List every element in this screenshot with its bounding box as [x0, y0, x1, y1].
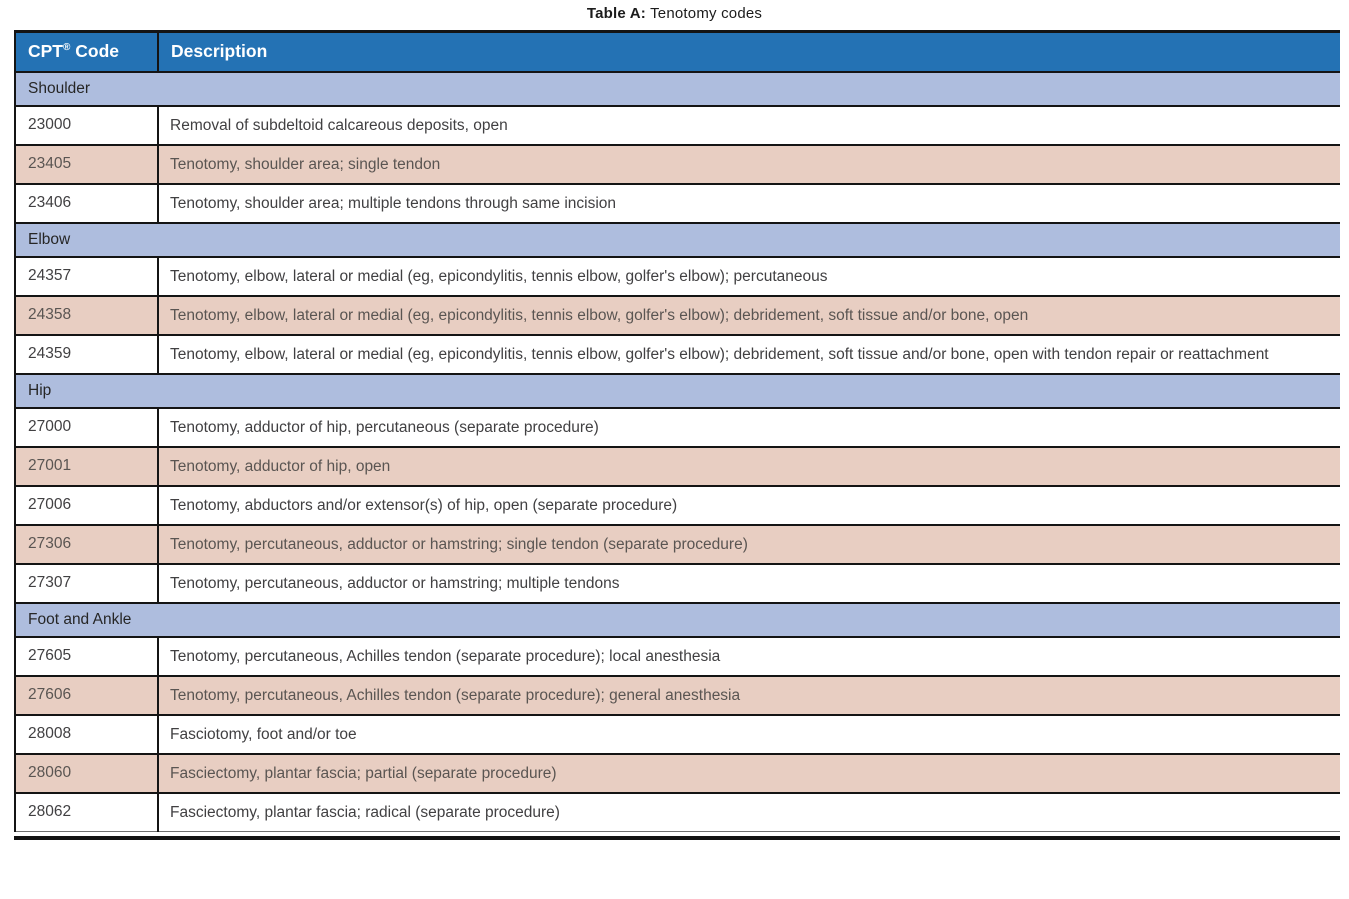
cpt-code-cell: 27307 — [15, 564, 158, 603]
description-cell: Tenotomy, adductor of hip, open — [158, 447, 1340, 486]
table-row — [15, 257, 1340, 296]
cpt-code-cell: 24359 — [15, 335, 158, 374]
table-row — [15, 676, 1340, 715]
table-row — [15, 715, 1340, 754]
cpt-code-cell: 27001 — [15, 447, 158, 486]
section-header-row — [15, 72, 1340, 106]
table-header — [15, 32, 1340, 72]
column-header-description: Description — [158, 32, 1340, 72]
cpt-code-cell: 27606 — [15, 676, 158, 715]
description-cell: Tenotomy, shoulder area; multiple tendons through same incision — [158, 184, 1340, 223]
table-caption-text: Tenotomy codes — [645, 5, 763, 22]
table-row — [15, 525, 1340, 564]
table-row — [15, 564, 1340, 603]
table-caption — [0, 0, 1349, 22]
table-row — [15, 637, 1340, 676]
column-header-cpt-code — [15, 32, 158, 72]
cpt-code-cell: 24358 — [15, 296, 158, 335]
description-cell: Fasciectomy, plantar fascia; radical (separate procedure) — [158, 793, 1340, 832]
section-header-label: Foot and Ankle — [15, 603, 1340, 637]
description-cell: Tenotomy, adductor of hip, percutaneous (separate procedure) — [158, 408, 1340, 447]
description-cell: Removal of subdeltoid calcareous deposits, open — [158, 106, 1340, 145]
cpt-code-cell: 27605 — [15, 637, 158, 676]
table-row — [15, 754, 1340, 793]
description-cell: Tenotomy, abductors and/or extensor(s) of hip, open (separate procedure) — [158, 486, 1340, 525]
section-header-row — [15, 223, 1340, 257]
cpt-code-cell: 28008 — [15, 715, 158, 754]
cpt-code-cell: 28060 — [15, 754, 158, 793]
section-header-label: Elbow — [15, 223, 1340, 257]
table-row — [15, 408, 1340, 447]
description-cell: Tenotomy, elbow, lateral or medial (eg, epicondylitis, tennis elbow, golfer's elbow); debridement, soft tissue and/or bone, open with tendon repair or reattachment — [158, 335, 1340, 374]
section-header-row — [15, 374, 1340, 408]
table-bottom-rule — [14, 836, 1340, 840]
table-row — [15, 335, 1340, 374]
description-cell: Tenotomy, percutaneous, Achilles tendon (separate procedure); local anesthesia — [158, 637, 1340, 676]
description-cell: Tenotomy, percutaneous, adductor or hamstring; single tendon (separate procedure) — [158, 525, 1340, 564]
table-caption-label: Table A: — [586, 5, 646, 22]
table-row — [15, 447, 1340, 486]
cpt-code-cell: 27000 — [15, 408, 158, 447]
table-row — [15, 486, 1340, 525]
description-cell: Fasciectomy, plantar fascia; partial (separate procedure) — [158, 754, 1340, 793]
description-cell: Fasciotomy, foot and/or toe — [158, 715, 1340, 754]
description-cell: Tenotomy, elbow, lateral or medial (eg, epicondylitis, tennis elbow, golfer's elbow); percutaneous — [158, 257, 1340, 296]
section-header-label: Shoulder — [15, 72, 1340, 106]
registered-trademark-mark: ® — [63, 42, 71, 54]
cpt-code-cell: 24357 — [15, 257, 158, 296]
section-header-row — [15, 603, 1340, 637]
table-row — [15, 296, 1340, 335]
code-label: Code — [70, 41, 119, 62]
table-body — [15, 72, 1340, 832]
description-cell: Tenotomy, percutaneous, adductor or hamstring; multiple tendons — [158, 564, 1340, 603]
description-cell: Tenotomy, elbow, lateral or medial (eg, epicondylitis, tennis elbow, golfer's elbow); debridement, soft tissue and/or bone, open — [158, 296, 1340, 335]
cpt-code-cell: 28062 — [15, 793, 158, 832]
tenotomy-codes-table — [14, 30, 1340, 832]
cpt-code-cell: 27006 — [15, 486, 158, 525]
description-cell: Tenotomy, percutaneous, Achilles tendon (separate procedure); general anesthesia — [158, 676, 1340, 715]
table-row — [15, 145, 1340, 184]
description-cell: Tenotomy, shoulder area; single tendon — [158, 145, 1340, 184]
cpt-code-cell: 27306 — [15, 525, 158, 564]
cpt-label: CPT — [28, 41, 63, 62]
cpt-code-cell: 23000 — [15, 106, 158, 145]
cpt-code-cell: 23406 — [15, 184, 158, 223]
header-row — [15, 32, 1340, 72]
cpt-code-cell: 23405 — [15, 145, 158, 184]
table-row — [15, 184, 1340, 223]
table-row — [15, 793, 1340, 832]
table-row — [15, 106, 1340, 145]
section-header-label: Hip — [15, 374, 1340, 408]
